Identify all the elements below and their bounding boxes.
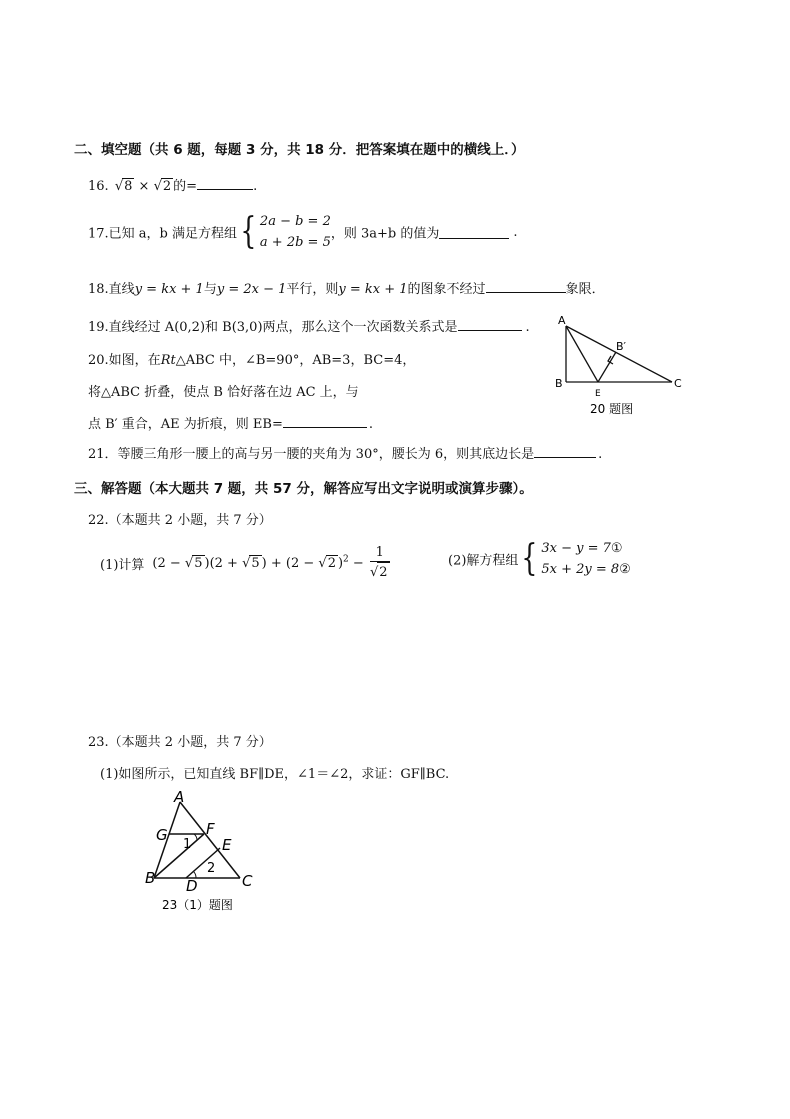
q17-eq2: a + 2b = 5 [259, 235, 331, 250]
q22-expr-a: (2 − [152, 556, 185, 572]
q22-rad5a: 5 [194, 556, 203, 572]
q22-eq1-mark: ① [610, 541, 623, 556]
q22-rad2: 2 [327, 556, 336, 572]
q22-part2-label: (2)解方程组 [448, 553, 519, 569]
q22-frac-den: 2 [377, 562, 389, 582]
q17-end: . [513, 224, 518, 240]
q21-text: 21．等腰三角形一腰上的高与另一腰的夹角为 30°，腰长为 6，则其底边长是 [88, 447, 535, 462]
fig23-angle2-label: 2 [207, 861, 216, 876]
fig23-label-g: G [156, 826, 168, 844]
q22-square: 2 [343, 554, 349, 565]
question-22-title: 22.（本题共 2 小题，共 7 分） [88, 513, 272, 528]
q22-eq2: 5x + 2y = 8 [541, 562, 620, 577]
q21-answer-blank[interactable] [534, 445, 596, 458]
q20-line1-b: △ABC 中，∠B=90°，AB=3，BC=4， [175, 353, 416, 368]
q16-number: 16. [88, 179, 109, 194]
q16-times: × [138, 179, 150, 194]
q22-frac-num: 1 [370, 544, 390, 562]
fig20-label-b: B [555, 377, 563, 390]
section3-heading: 三、解答题（本大题共 7 题，共 57 分，解答应写出文字说明或演算步骤）。 [74, 481, 533, 497]
fig23-label-d: D [186, 877, 198, 895]
fig20-label-b-prime: B′ [616, 340, 627, 353]
q22-expr-d: ) [337, 556, 344, 572]
section2-heading: 二、填空题（共 6 题，每题 3 分，共 18 分．把答案填在题中的横线上．） [74, 142, 525, 158]
q20-line3-text: 点 B′ 重合，AE 为折痕，则 EB= [88, 417, 283, 432]
fig23-label-a: A [174, 788, 185, 806]
q22-minus: − [348, 556, 368, 572]
q16-radicand-2: 2 [162, 179, 172, 194]
question-16: 16. √8 × √2 的= . [88, 179, 258, 194]
q18-suffix2: 象限． [565, 282, 605, 297]
question-20-line1 [88, 349, 415, 368]
question-21 [88, 443, 602, 462]
q22-eq1: 3x − y = 7 [541, 541, 611, 556]
question-22-part2: (2)解方程组{ 3x − y = 7① 5x + 2y = 8② [448, 538, 631, 579]
q17-middle: ，则 3a+b 的值为 [330, 226, 440, 242]
fig23-angle1-arc [194, 834, 197, 840]
fig23-angle1-label: 1 [183, 837, 192, 852]
q18-middle: 平行，则 [286, 282, 339, 297]
q18-line3: y = kx + 1 [338, 282, 408, 297]
q22-fraction: $\frac{1}{√2}$ [369, 545, 388, 580]
q20-answer-blank[interactable] [283, 415, 367, 428]
q18-with: 与 [203, 282, 217, 297]
q20-end: . [368, 417, 373, 432]
q20-rt: Rt [160, 353, 176, 368]
question-23-part1: (1)如图所示，已知直线 BF∥DE，∠1＝∠2，求证：GF∥BC. [100, 767, 450, 782]
q18-suffix: 的图象不经过 [407, 282, 486, 297]
q17-system [260, 211, 331, 253]
q22-expr-c: ) + (2 − [261, 556, 319, 572]
question-17: 17.已知 a，b 满足方程组{ 2a − b = 2 a + 2b = 5 ，则 3a+b 的值为 . [88, 211, 518, 252]
q18-answer-blank[interactable] [486, 280, 566, 293]
q18-prefix: 18.直线 [88, 282, 135, 297]
fig23-label-f: F [206, 820, 215, 838]
q22-expr-b: )(2 + [204, 556, 243, 572]
question-23-title: 23.（本题共 2 小题，共 7 分） [88, 735, 272, 750]
q19-end: . [525, 320, 530, 335]
q16-end: . [253, 179, 258, 194]
q18-line2: y = 2x − 1 [216, 282, 287, 297]
question-20-line3 [88, 413, 373, 432]
q17-answer-blank[interactable] [439, 226, 509, 239]
q17-eq1: 2a − b = 2 [259, 214, 331, 229]
figure-23 [140, 788, 270, 916]
q17-prefix: 17.已知 a，b 满足方程组 [88, 226, 238, 242]
q19-text: 19.直线经过 A(0,2)和 B(3,0)两点，那么这个一次函数关系式是 [88, 320, 458, 335]
figure-20 [550, 312, 700, 424]
question-19 [88, 316, 530, 335]
q18-line1: y = kx + 1 [134, 282, 204, 297]
fig23-label-b: B [145, 869, 156, 887]
q20-line1-a: 20.如图，在 [88, 353, 161, 368]
fig20-caption: 20 题图 [590, 402, 634, 416]
q22-system [541, 538, 630, 580]
q16-answer-blank[interactable] [197, 177, 253, 190]
fig20-label-c: C [674, 377, 682, 390]
fig20-label-a: A [558, 314, 566, 327]
q21-end: . [598, 447, 603, 462]
fig20-label-e: E [595, 389, 601, 399]
fig20-segment-eb-prime [598, 352, 616, 382]
fig23-label-e: E [222, 836, 232, 854]
q22-part1-label: (1)计算 [100, 557, 145, 573]
q16-suffix: 的= [173, 179, 198, 194]
q22-rad5b: 5 [251, 556, 260, 572]
q19-answer-blank[interactable] [458, 318, 522, 331]
fig23-caption: 23（1）题图 [162, 898, 233, 912]
question-22-part1: (1)计算 (2 − √5 )(2 + √5 ) + (2 − √2 )$^2$ − $\frac{1}{√2}$ [100, 545, 388, 580]
question-18 [88, 278, 605, 297]
question-20-line2: 将△ABC 折叠，使点 B 恰好落在边 AC 上，与 [88, 385, 359, 400]
q16-radicand-1: 8 [124, 179, 133, 194]
fig23-label-c: C [242, 872, 253, 890]
q22-eq2-mark: ② [619, 562, 631, 577]
